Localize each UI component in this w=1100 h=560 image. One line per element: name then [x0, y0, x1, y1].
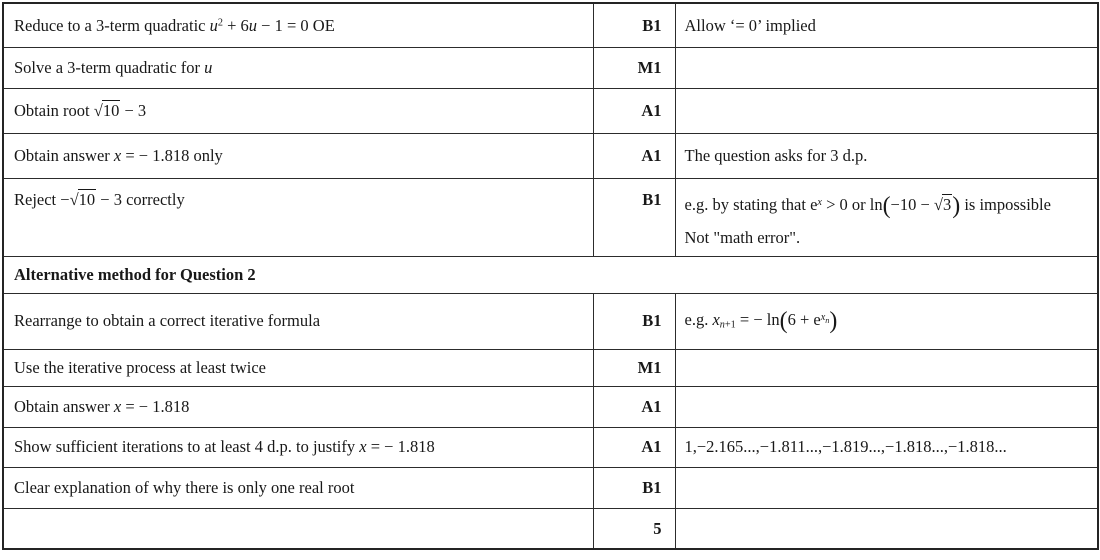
text-segment: is impossible: [960, 194, 1051, 214]
text-segment: Reject −: [14, 189, 70, 209]
criteria-cell: [3, 386, 593, 427]
mark-cell: M1: [593, 47, 675, 88]
text-segment: = − 1.818: [121, 396, 190, 416]
text-segment: e.g. by stating that e: [684, 194, 818, 214]
criteria-cell: [3, 3, 593, 47]
text-segment: 6 + e: [787, 310, 821, 330]
comment-cell: [675, 3, 1098, 47]
mark-cell: A1: [593, 88, 675, 133]
sqrt-radical: √10: [93, 100, 120, 120]
text-segment: = − 1.818: [366, 437, 435, 457]
text-segment: 2: [217, 16, 223, 28]
text-segment: 1,−2.165...,−1.811...,−1.819...,−1.818...,−1.818...: [684, 437, 1007, 457]
criteria-cell: [3, 427, 593, 467]
mark-cell: A1: [593, 427, 675, 467]
text-segment: n: [719, 320, 725, 331]
text-segment: x: [359, 437, 367, 457]
comment-cell: [675, 133, 1098, 178]
mark-cell: A1: [593, 386, 675, 427]
text-segment: u: [204, 57, 213, 77]
table-row: [3, 47, 1098, 88]
text-segment: u: [248, 15, 258, 35]
text-segment: x: [113, 396, 122, 416]
mark-cell: B1: [593, 178, 675, 256]
table-row: [3, 467, 1098, 508]
table-row: [3, 3, 1098, 47]
comment-cell: [675, 47, 1098, 88]
comment-cell: [675, 293, 1098, 349]
criteria-cell: [3, 178, 593, 256]
text-segment: n: [825, 316, 830, 326]
mark-cell: M1: [593, 349, 675, 386]
table-row: [3, 178, 1098, 256]
criteria-cell: [3, 88, 593, 133]
criteria-cell: [3, 133, 593, 178]
comment-cell: [675, 88, 1098, 133]
text-segment: > 0 or ln: [821, 194, 883, 214]
table-row: [3, 427, 1098, 467]
table-row: [3, 133, 1098, 178]
section-row: [3, 256, 1098, 293]
text-segment: − 3: [120, 100, 147, 120]
text-segment: Reduce to a 3-term quadratic: [14, 15, 210, 35]
mark-cell: B1: [593, 467, 675, 508]
sqrt-radical: √10: [69, 189, 96, 209]
sqrt-radical: √3: [933, 194, 952, 214]
comment-cell: [675, 508, 1098, 549]
text-segment: x: [820, 312, 826, 324]
table-row: [3, 508, 1098, 549]
criteria-cell: [3, 508, 593, 549]
text-segment: (: [779, 308, 788, 335]
criteria-cell: [3, 293, 593, 349]
text-segment: − 1 = 0 OE: [257, 15, 335, 35]
text-segment: x: [712, 310, 720, 330]
table-body: [3, 3, 1098, 549]
mark-cell: A1: [593, 133, 675, 178]
comment-cell: [675, 427, 1098, 467]
text-segment: Obtain answer: [14, 396, 114, 416]
text-segment: x: [817, 196, 822, 208]
text-segment: +1: [724, 320, 736, 331]
criteria-cell: [3, 47, 593, 88]
text-segment: + 6: [222, 15, 249, 35]
text-segment: ): [829, 308, 838, 335]
table-row: [3, 293, 1098, 349]
mark-cell: 5: [593, 508, 675, 549]
mark-scheme-table: [2, 2, 1099, 550]
text-segment: (: [882, 192, 891, 219]
text-segment: Obtain root: [14, 100, 94, 120]
text-segment: Use the iterative process at least twice: [14, 357, 266, 377]
text-segment: Allow ‘= 0’ implied: [684, 15, 816, 35]
table-row: [3, 386, 1098, 427]
table-row: [3, 88, 1098, 133]
text-segment: Solve a 3-term quadratic for: [14, 57, 205, 77]
text-segment: Rearrange to obtain a correct iterative formula: [14, 311, 321, 331]
text-segment: Alternative method for Question 2: [14, 264, 256, 284]
criteria-cell: [3, 467, 593, 508]
criteria-cell: [3, 349, 593, 386]
table-row: [3, 349, 1098, 386]
text-segment: Not "math error".: [684, 227, 801, 247]
text-segment: x: [113, 145, 122, 165]
text-segment: Obtain answer: [14, 145, 114, 165]
text-segment: e.g.: [684, 310, 713, 330]
text-segment: The question asks for 3 d.p.: [684, 145, 868, 165]
text-segment: = − 1.818 only: [121, 145, 223, 165]
section-header: [3, 256, 1098, 293]
text-segment: Show sufficient iterations to at least 4 d.p. to justify: [14, 437, 360, 457]
text-segment: ): [952, 192, 961, 219]
comment-cell: [675, 467, 1098, 508]
comment-cell: [675, 178, 1098, 256]
comment-cell: [675, 349, 1098, 386]
comment-cell: [675, 386, 1098, 427]
mark-cell: B1: [593, 3, 675, 47]
mark-cell: B1: [593, 293, 675, 349]
text-segment: u: [209, 15, 218, 35]
text-segment: = − ln: [735, 310, 780, 330]
text-segment: −10 −: [890, 194, 934, 214]
text-segment: − 3 correctly: [96, 189, 185, 209]
text-segment: Clear explanation of why there is only one real root: [14, 477, 355, 497]
